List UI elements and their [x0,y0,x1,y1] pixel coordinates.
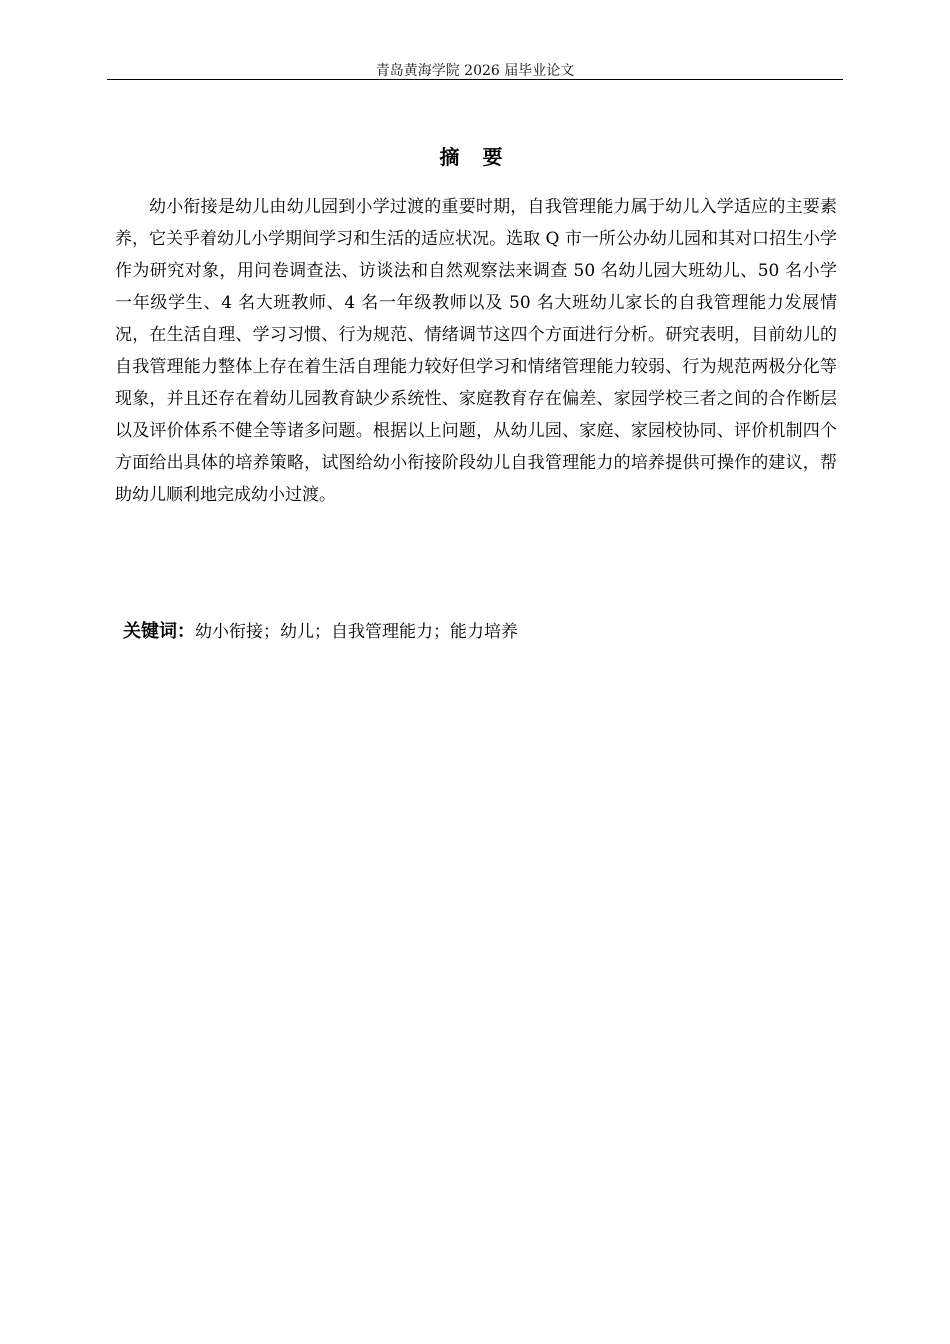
running-header: 青岛黄海学院 2026 届毕业论文 [375,63,575,79]
keywords-line [123,618,823,646]
keywords-value: 幼小衔接；幼儿；自我管理能力；能力培养 [195,622,518,642]
header-rule [107,79,843,80]
keywords-label: 关键词： [123,621,195,642]
abstract-body: 幼小衔接是幼儿由幼儿园到小学过渡的重要时期，自我管理能力属于幼儿入学适应的主要素养，它关乎着幼儿小学期间学习和生活的适应状况。选取 Q 市一所公办幼儿园和其对口招生小学作为研究对象，用问卷调查法、访谈法和自然观察法来调查 50 名幼儿园大班幼儿、50 名小学一年级学生、4 名大班教师、4 名一年级教师以及 50 名大班幼儿家长的自我管理能力发展情况，在生活自理、学习习惯、行为规范、情绪调节这四个方面进行分析。研究表明，目前幼儿的自我管理能力整体上存在着生活自理能力较好但学习和情绪管理能力较弱、行为规范两极分化等现象，并且还存在着幼儿园教育缺少系统性、家庭教育存在偏差、家园学校三者之间的合作断层以及评价体系不健全等诸多问题。根据以上问题，从幼儿园、家庭、家园校协同、评价机制四个方面给出具体的培养策略，试图给幼小衔接阶段幼儿自我管理能力的培养提供可操作的建议，帮助幼儿顺利地完成幼小过渡。 [115,197,837,505]
abstract-title: 摘 要 [439,145,511,169]
